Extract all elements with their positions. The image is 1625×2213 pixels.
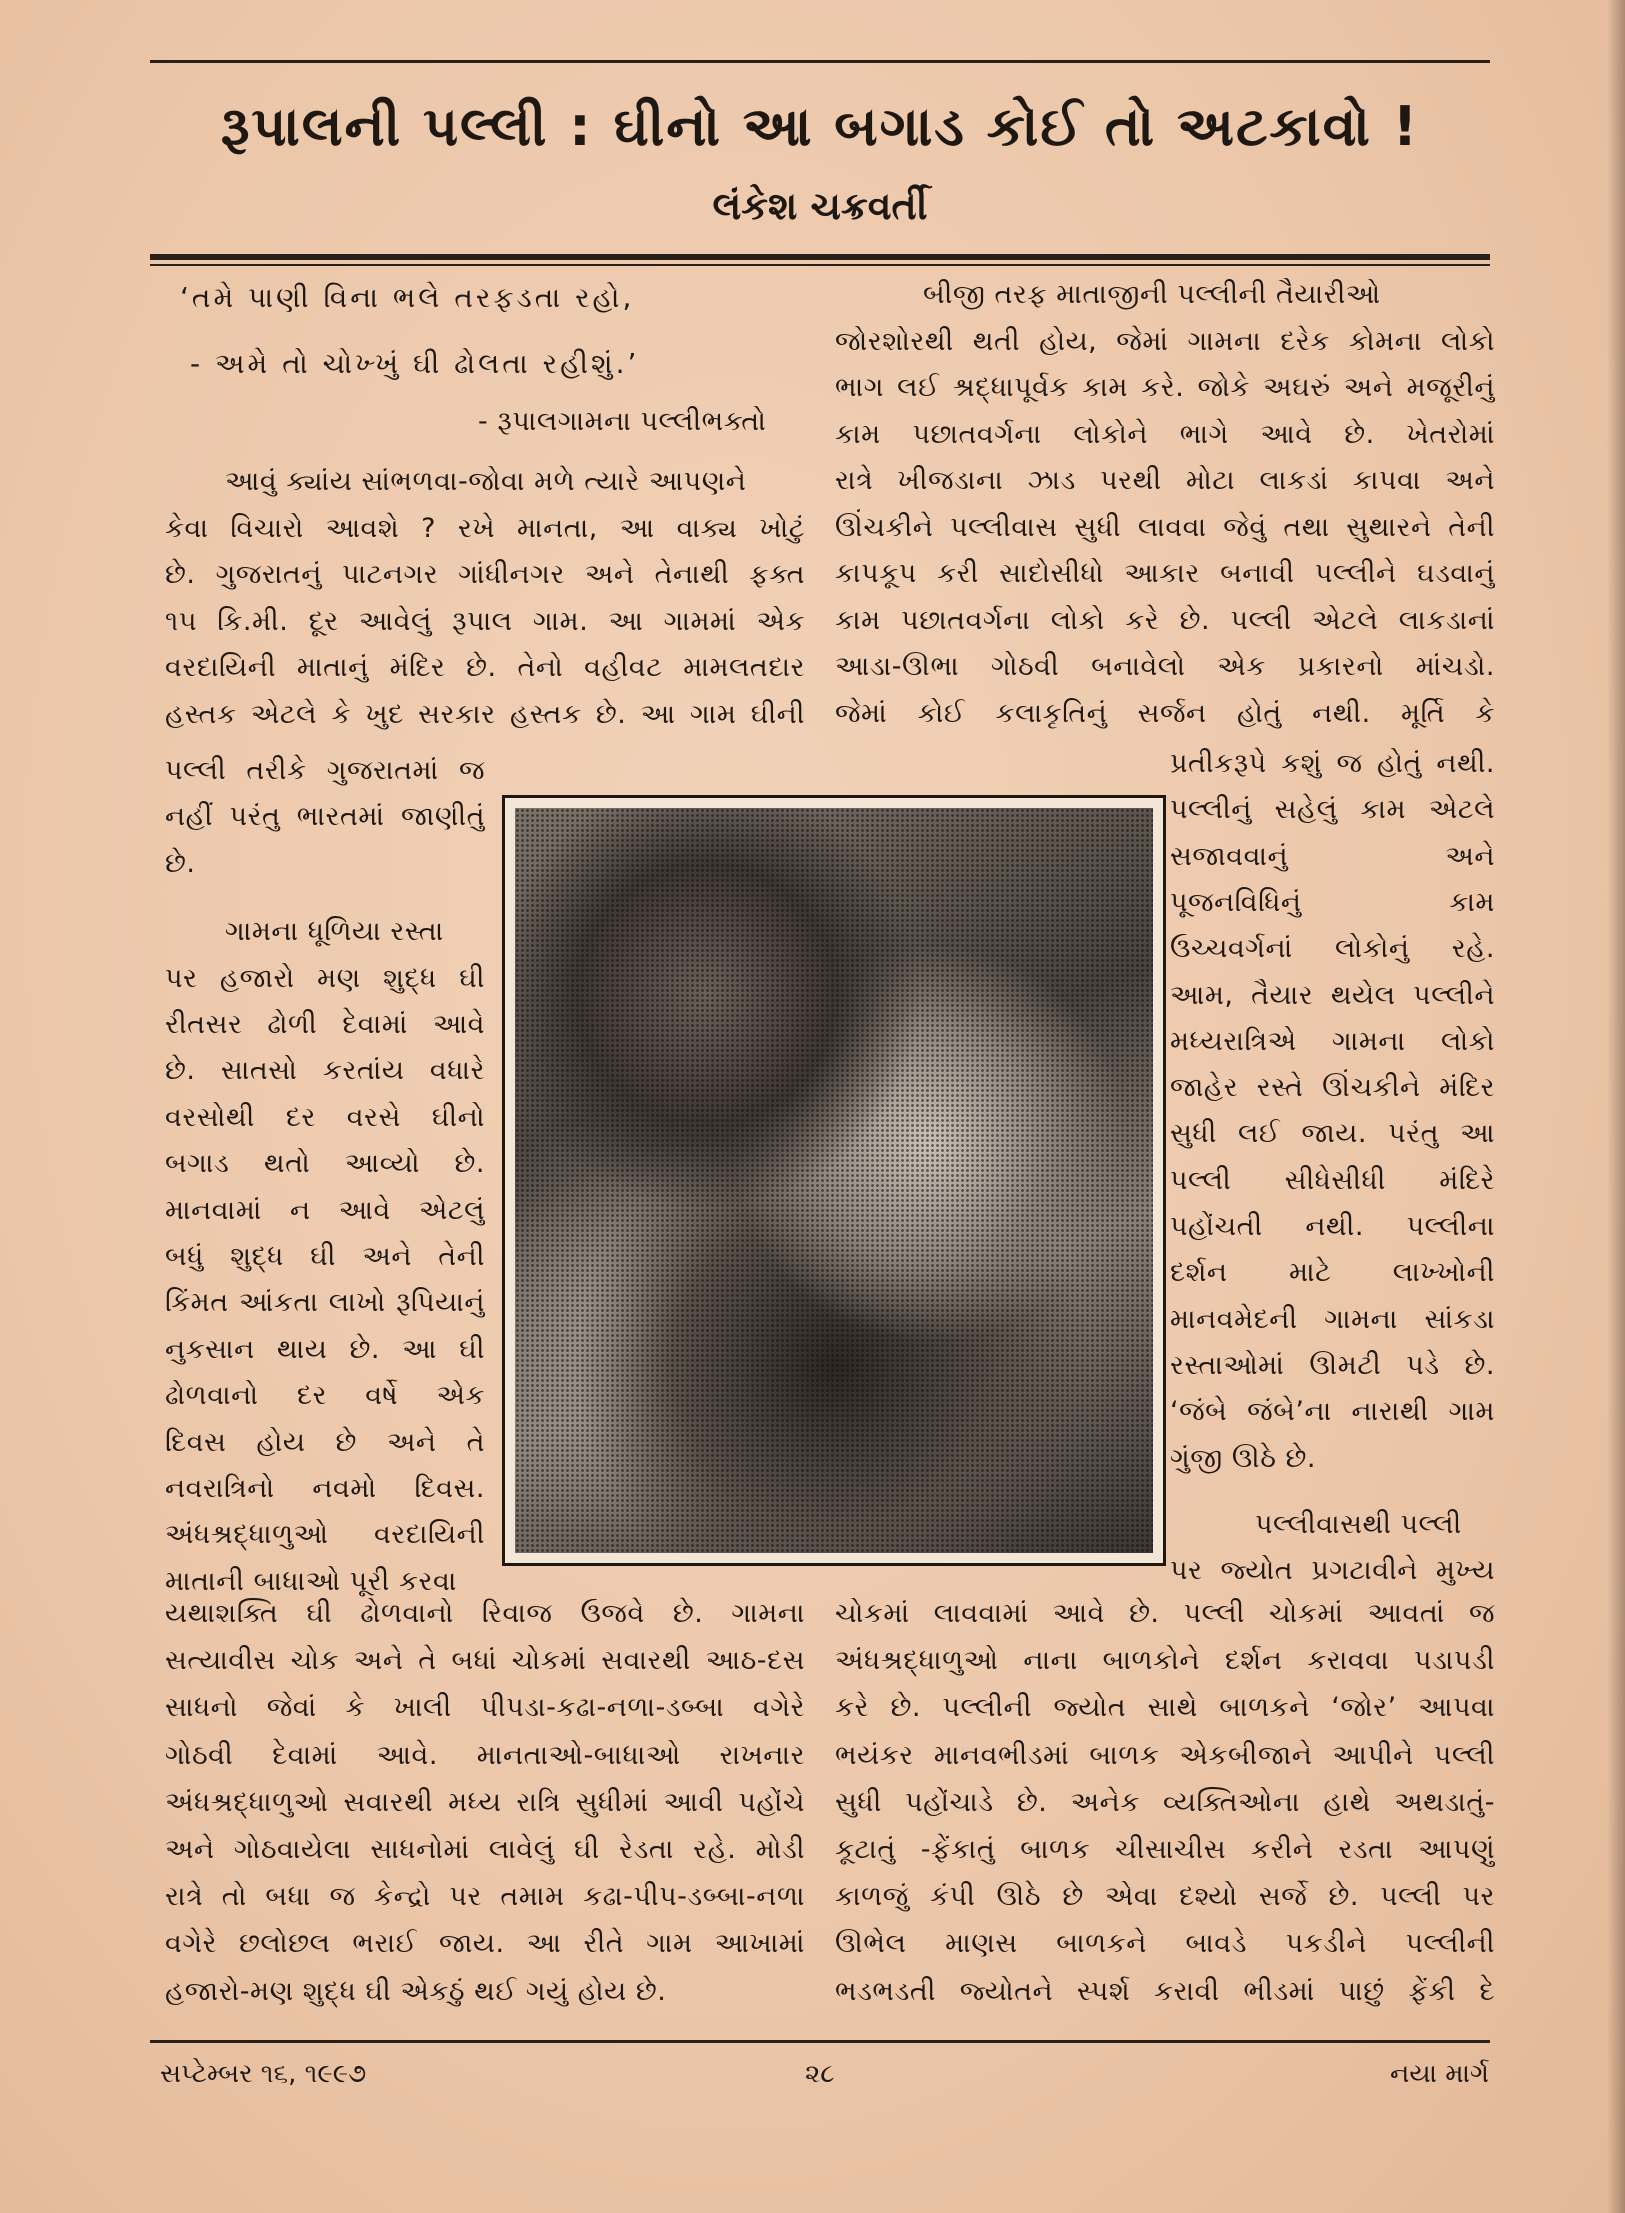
photo-frame bbox=[502, 795, 1166, 1566]
quote-attribution: - રૂપાલગામના પલ્લીભક્તો bbox=[478, 406, 767, 437]
header-rule-thin bbox=[150, 264, 1490, 266]
text-line: જોરશોરથી થતી હોય, જેમાં ગામના દરેક કોમના લોકો bbox=[835, 326, 1495, 357]
text-line: પલ્લીનું સહેલું કામ એટલે bbox=[1170, 794, 1495, 825]
text-line: સજાવવાનું અને bbox=[1170, 841, 1495, 872]
text-line: કૂટાતું -ફેંકાતું બાળક ચીસાચીસ કરીને રડતા આપણું bbox=[835, 1834, 1495, 1865]
text-line: પૂજનવિધિનું કામ bbox=[1170, 887, 1495, 918]
text-line: રીતસર ઢોળી દેવામાં આવે bbox=[165, 1009, 485, 1040]
text-line: સાધનો જેવાં કે ખાલી પીપડા-કઢા-નળા-ડબ્બા વગેરે bbox=[165, 1692, 805, 1723]
text-line: કાપકૂપ કરી સાદોસીધો આકાર બનાવી પલ્લીને ઘડવાનું bbox=[835, 558, 1495, 589]
text-line: પ્રતીકરૂપે કશું જ હોતું નથી. bbox=[1170, 748, 1495, 779]
text-line: યથાશક્તિ ઘી ઢોળવાનો રિવાજ ઉજવે છે. ગામના bbox=[165, 1598, 805, 1629]
text-line: છે. ગુજરાતનું પાટનગર ગાંધીનગર અને તેનાથી ફક્ત bbox=[165, 559, 805, 590]
quote-line: ‘તમે પાણી વિના ભલે તરફડતા રહો, bbox=[180, 281, 635, 314]
text-line: છે. bbox=[165, 848, 196, 879]
text-line: દર્શન માટે લાખ્ખોની bbox=[1170, 1257, 1495, 1288]
text-line: કિંમત આંકતા લાખો રૂપિયાનું bbox=[165, 1287, 485, 1318]
quote-line: - અમે તો ચોખ્ખું ઘી ઢોલતા રહીશું.’ bbox=[190, 347, 640, 380]
text-line: વગેરે છલોછલ ભરાઈ જાય. આ રીતે ગામ આખામાં bbox=[165, 1928, 805, 1959]
text-line: માનવામાં ન આવે એટલું bbox=[165, 1195, 485, 1226]
text-line: આમ, તૈયાર થયેલ પલ્લીને bbox=[1170, 980, 1495, 1011]
text-line: કામ પછાતવર્ગના લોકોને ભાગે આવે છે. ખેતરોમાં bbox=[835, 419, 1495, 450]
text-line: મધ્યરાત્રિએ ગામના લોકો bbox=[1170, 1026, 1495, 1057]
text-line: ગુંજી ઊઠે છે. bbox=[1170, 1443, 1316, 1474]
text-line: ગોઠવી દેવામાં આવે. માનતાઓ-બાધાઓ રાખનાર bbox=[165, 1740, 805, 1771]
text-line: ઉચ્ચવર્ગનાં લોકોનું રહે. bbox=[1170, 933, 1495, 964]
text-line: કેવા વિચારો આવશે ? રખે માનતા, આ વાક્ય ખોટું bbox=[165, 513, 805, 544]
text-line: રાત્રે ખીજડાના ઝાડ પરથી મોટા લાકડાં કાપવા અને bbox=[835, 465, 1495, 496]
text-line: ગામના ધૂળિયા રસ્તા bbox=[225, 916, 444, 947]
text-line: અંધશ્રદ્ધાળુઓ સવારથી મધ્ય રાત્રિ સુધીમાં આવી પહોંચે bbox=[165, 1787, 805, 1818]
text-line: સુધી લઈ જાય. પરંતુ આ bbox=[1170, 1118, 1495, 1149]
text-line: અંધશ્રદ્ધાળુઓ વરદાયિની bbox=[165, 1519, 485, 1550]
text-line: જાહેર રસ્તે ઊંચકીને મંદિર bbox=[1170, 1072, 1495, 1103]
footer-page-number: ૨૮ bbox=[805, 2059, 835, 2089]
text-line: છે. સાતસો કરતાંય વધારે bbox=[165, 1055, 485, 1086]
text-line: હસ્તક એટલે કે ખુદ સરકાર હસ્તક છે. આ ગામ ઘીની bbox=[165, 699, 805, 730]
text-line: ભડભડતી જ્યોતને સ્પર્શ કરાવી ભીડમાં પાછું ફેંકી દે bbox=[835, 1976, 1495, 2007]
text-line: બીજી તરફ માતાજીની પલ્લીની તૈયારીઓ bbox=[923, 279, 1381, 310]
text-line: વરદાયિની માતાનું મંદિર છે. તેનો વહીવટ મામલતદાર bbox=[165, 652, 805, 683]
text-line: વરસોથી દર વરસે ઘીનો bbox=[165, 1102, 485, 1133]
footer-date: સપ્ટેમ્બર ૧૬, ૧૯૯૭ bbox=[160, 2059, 367, 2089]
text-line: ઊભેલ માણસ બાળકને બાવડે પકડીને પલ્લીની bbox=[835, 1928, 1495, 1959]
text-line: જેમાં કોઈ કલાકૃતિનું સર્જન હોતું નથી. મૂર્તિ કે bbox=[835, 698, 1495, 729]
text-line: પલ્લીવાસથી પલ્લી bbox=[1255, 1509, 1462, 1540]
text-line: હજારો-મણ શુદ્ધ ઘી એકઠું થઈ ગયું હોય છે. bbox=[165, 1976, 667, 2007]
footer-rule bbox=[150, 2040, 1490, 2043]
text-line: દિવસ હોય છે અને તે bbox=[165, 1427, 485, 1458]
text-line: માતાની બાધાઓ પૂરી કરવા bbox=[165, 1566, 457, 1597]
text-line: પલ્લી સીધેસીધી મંદિરે bbox=[1170, 1165, 1495, 1196]
text-line: ‘જંબે જંબે’ના નારાથી ગામ bbox=[1170, 1396, 1495, 1427]
article-headline: રૂપાલની પલ્લી : ઘીનો આ બગાડ કોઈ તો અટકાવો ! bbox=[220, 95, 1420, 158]
text-line: નવરાત્રિનો નવમો દિવસ. bbox=[165, 1473, 485, 1504]
text-line: રસ્તાઓમાં ઊમટી પડે છે. bbox=[1170, 1350, 1495, 1381]
text-line: નહીં પરંતુ ભારતમાં જાણીતું bbox=[165, 801, 485, 832]
text-line: ઢોળવાનો દર વર્ષે એક bbox=[165, 1380, 485, 1411]
text-line: ઊંચકીને પલ્લીવાસ સુધી લાવવા જેવું તથા સુથારને તેની bbox=[835, 512, 1495, 543]
text-line: પર હજારો મણ શુદ્ધ ઘી bbox=[165, 963, 485, 994]
text-line: બગાડ થતો આવ્યો છે. bbox=[165, 1148, 485, 1179]
text-line: આવું ક્યાંય સાંભળવા-જોવા મળે ત્યારે આપણને bbox=[225, 466, 747, 497]
halftone-photo bbox=[515, 808, 1153, 1553]
text-line: સત્યાવીસ ચોક અને તે બધાં ચોકમાં સવારથી આઠ-દસ bbox=[165, 1645, 805, 1676]
text-line: કાળજું કંપી ઊઠે છે એવા દશ્યો સર્જે છે. પલ્લી પર bbox=[835, 1881, 1495, 1912]
text-line: ચોકમાં લાવવામાં આવે છે. પલ્લી ચોકમાં આવતાં જ bbox=[835, 1598, 1495, 1629]
page-edge-shadow bbox=[1607, 0, 1625, 2213]
text-line: કામ પછાતવર્ગના લોકો કરે છે. પલ્લી એટલે લાકડાનાં bbox=[835, 605, 1495, 636]
text-line: કરે છે. પલ્લીની જ્યોત સાથે બાળકને ‘જોર’ આપવા bbox=[835, 1692, 1495, 1723]
text-line: સુધી પહોંચાડે છે. અનેક વ્યક્તિઓના હાથે અથડાતું- bbox=[835, 1787, 1495, 1818]
text-line: અને ગોઠવાયેલા સાધનોમાં લાવેલું ઘી રેડતા રહે. મોડી bbox=[165, 1834, 805, 1865]
text-line: બધું શુદ્ધ ઘી અને તેની bbox=[165, 1241, 485, 1272]
top-rule bbox=[150, 60, 1490, 63]
text-line: ૧૫ કિ.મી. દૂર આવેલું રૂપાલ ગામ. આ ગામમાં એક bbox=[165, 606, 805, 637]
text-line: નુકસાન થાય છે. આ ઘી bbox=[165, 1334, 485, 1365]
text-line: ભાગ લઈ શ્રદ્ધાપૂર્વક કામ કરે. જોકે અઘરું અને મજૂરીનું bbox=[835, 372, 1495, 403]
text-line: અંધશ્રદ્ધાળુઓ નાના બાળકોને દર્શન કરાવવા પડાપડી bbox=[835, 1645, 1495, 1676]
footer-publication: નયા માર્ગ bbox=[1390, 2059, 1490, 2089]
text-line: ભયંકર માનવભીડમાં બાળક એકબીજાને આપીને પલ્લી bbox=[835, 1740, 1495, 1771]
text-line: આડા-ઊભા ગોઠવી બનાવેલો એક પ્રકારનો માંચડો. bbox=[835, 651, 1495, 682]
text-line: પહોંચતી નથી. પલ્લીના bbox=[1170, 1211, 1495, 1242]
text-line: રાત્રે તો બધા જ કેન્દ્રો પર તમામ કઢા-પીપ-ડબ્બા-નળા bbox=[165, 1881, 805, 1912]
header-rule-thick bbox=[150, 254, 1490, 260]
text-line: પલ્લી તરીકે ગુજરાતમાં જ bbox=[165, 755, 485, 786]
article-byline: લંકેશ ચક્રવર્તી bbox=[712, 184, 928, 228]
text-line: માનવમેદની ગામના સાંકડા bbox=[1170, 1304, 1495, 1335]
text-line: પર જ્યોત પ્રગટાવીને મુખ્ય bbox=[1170, 1555, 1495, 1586]
